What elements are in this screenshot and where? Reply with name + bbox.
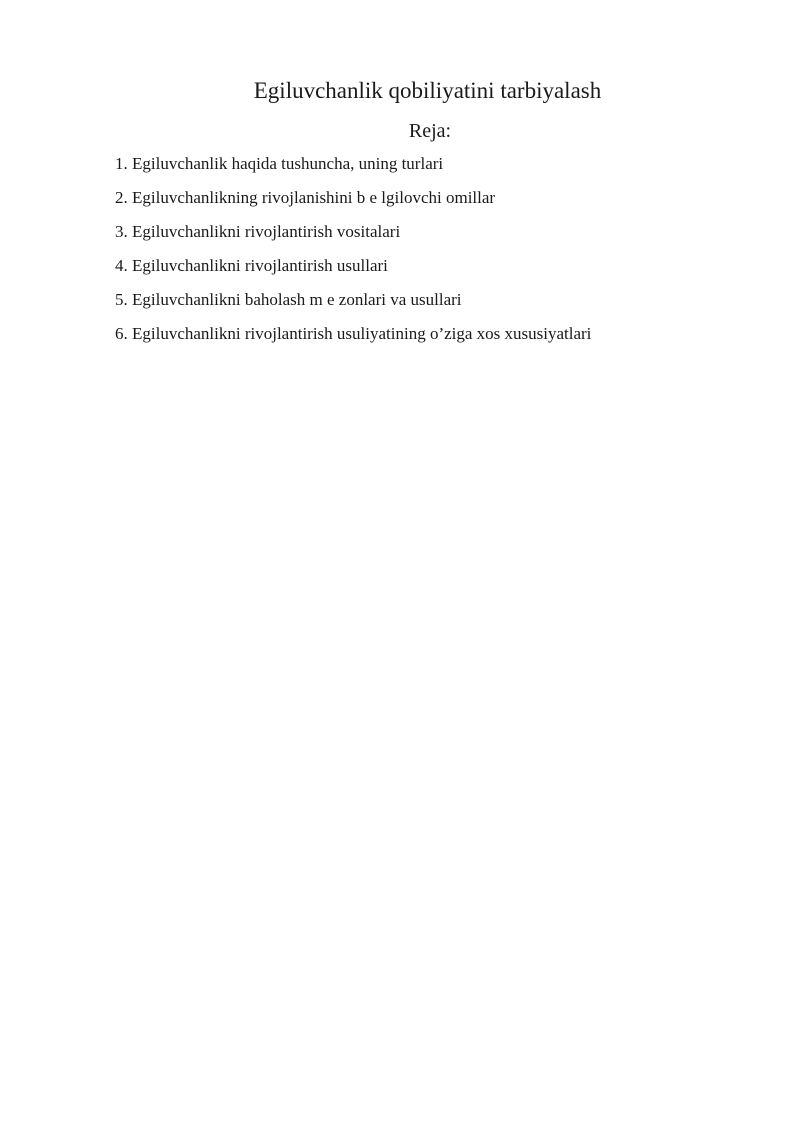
plan-heading: Reja: xyxy=(408,120,452,142)
plan-item-1: 1. Egiluvchanlik haqida tushuncha, uning turlari xyxy=(115,154,444,173)
plan-item-3: 3. Egiluvchanlikni rivojlantirish vositalari xyxy=(115,222,401,241)
document-title: Egiluvchanlik qobiliyatini tarbiyalash xyxy=(253,78,602,103)
plan-item-5: 5. Egiluvchanlikni baholash m e zonlari va usullari xyxy=(115,290,462,309)
plan-list xyxy=(115,154,591,358)
plan-item-4: 4. Egiluvchanlikni rivojlantirish usullari xyxy=(115,256,388,275)
plan-item-6: 6. Egiluvchanlikni rivojlantirish usuliyatining o’ziga xos xususiyatlari xyxy=(115,324,592,343)
plan-item-2: 2. Egiluvchanlikning rivojlanishini b e lgilovchi omillar xyxy=(115,188,496,207)
